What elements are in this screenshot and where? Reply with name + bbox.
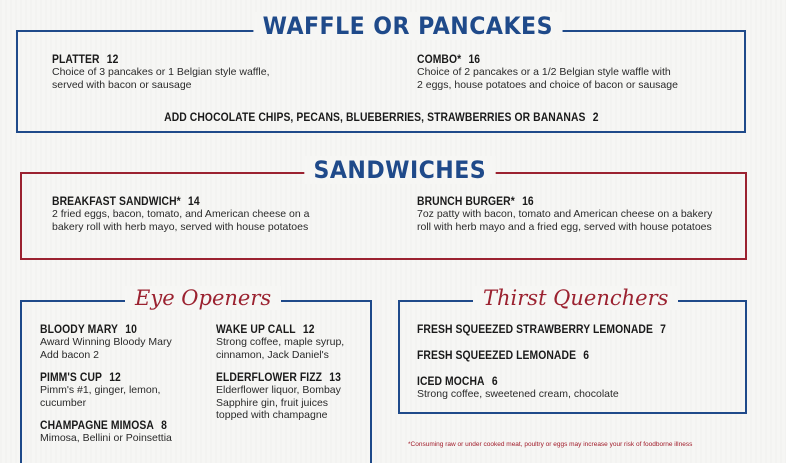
eye-openers-section — [20, 300, 372, 463]
menu-item-wake-up-call — [216, 324, 344, 361]
item-name: COMBO* — [417, 54, 462, 66]
item-description: Choice of 2 pancakes or a 1/2 Belgian style waffle with — [417, 66, 671, 78]
item-name: ELDERFLOWER FIZZ — [216, 372, 323, 384]
item-description: topped with champagne — [216, 409, 328, 421]
item-description: 2 eggs, house potatoes and choice of bacon or sausage — [417, 78, 678, 91]
item-price: 16 — [468, 54, 481, 66]
item-name: PLATTER — [52, 54, 100, 66]
item-description: served with bacon or sausage — [52, 78, 192, 91]
item-description: Award Winning Bloody Mary — [40, 336, 172, 348]
item-description: Choice of 3 pancakes or 1 Belgian style waffle, — [52, 66, 270, 78]
item-price: 12 — [106, 54, 119, 66]
item-description: bakery roll with herb mayo, served with house potatoes — [52, 220, 309, 233]
item-price: 13 — [329, 372, 341, 384]
menu-item-breakfast-sandwich — [52, 196, 309, 233]
item-name: BLOODY MARY — [40, 324, 119, 336]
item-description: Sapphire gin, fruit juices — [216, 396, 329, 409]
menu-item-champagne-mimosa — [40, 420, 181, 445]
sandwiches-section — [20, 172, 747, 260]
waffle-section — [16, 30, 746, 133]
item-name: PIMM'S CUP — [40, 372, 103, 384]
thirst-quenchers-section — [398, 300, 747, 414]
item-description: Elderflower liquor, Bombay — [216, 384, 341, 396]
item-description: cucumber — [40, 396, 87, 409]
item-description: Pimm's #1, ginger, lemon, — [40, 384, 161, 396]
menu-item-brunch-burger — [417, 196, 712, 233]
waffle-addon — [18, 108, 744, 126]
item-name: FRESH SQUEEZED STRAWBERRY LEMONADE — [417, 324, 653, 336]
item-price: 12 — [109, 372, 121, 384]
item-price: 10 — [125, 324, 137, 336]
item-name: BREAKFAST SANDWICH* — [52, 196, 181, 208]
menu-item-combo — [417, 54, 678, 91]
menu-item-pimms-cup — [40, 372, 160, 409]
item-description: 7oz patty with bacon, tomato and American cheese on a bakery — [417, 208, 713, 220]
menu-item-bloody-mary — [40, 324, 172, 361]
menu-item-iced-mocha — [417, 376, 619, 401]
menu-item-platter — [52, 54, 270, 91]
item-price: 12 — [302, 324, 315, 336]
menu-item-strawberry-lemonade — [417, 324, 694, 336]
item-price: 6 — [491, 376, 498, 388]
item-price: 16 — [522, 196, 534, 208]
item-description: Mimosa, Bellini or Poinsettia — [40, 432, 172, 444]
section-title-waffle: WAFFLE OR PANCAKES — [253, 12, 562, 40]
item-price: 14 — [187, 196, 200, 208]
item-description: cinnamon, Jack Daniel's — [216, 348, 329, 361]
item-description: 2 fried eggs, bacon, tomato, and American cheese on a — [52, 208, 310, 220]
item-name: CHAMPAGNE MIMOSA — [40, 420, 154, 432]
item-price: 7 — [660, 324, 667, 336]
item-description: Strong coffee, maple syrup, — [216, 336, 345, 348]
menu-item-lemonade — [417, 350, 608, 362]
addon-text: ADD CHOCOLATE CHIPS, PECANS, BLUEBERRIES, STRAWBERRIES OR BANANAS — [163, 112, 586, 124]
addon-price: 2 — [592, 112, 599, 124]
footnote: *Consuming raw or under cooked meat, poultry or eggs may increase your risk of foodborne illness — [408, 441, 693, 448]
section-title-thirst-quenchers: Thirst Quenchers — [473, 286, 678, 310]
section-title-eye-openers: Eye Openers — [125, 286, 281, 310]
item-price: 6 — [583, 350, 590, 362]
item-name: FRESH SQUEEZED LEMONADE — [417, 350, 577, 362]
menu-item-elderflower-fizz — [216, 372, 355, 422]
item-description: roll with herb mayo and a fried egg, served with house potatoes — [417, 220, 712, 233]
item-name: BRUNCH BURGER* — [417, 196, 515, 208]
item-name: WAKE UP CALL — [216, 324, 296, 336]
item-description: Add bacon 2 — [40, 348, 99, 361]
section-title-sandwiches: SANDWICHES — [304, 156, 495, 184]
item-description: Strong coffee, sweetened cream, chocolate — [417, 388, 619, 400]
item-name: ICED MOCHA — [417, 376, 485, 388]
item-price: 8 — [161, 420, 167, 432]
